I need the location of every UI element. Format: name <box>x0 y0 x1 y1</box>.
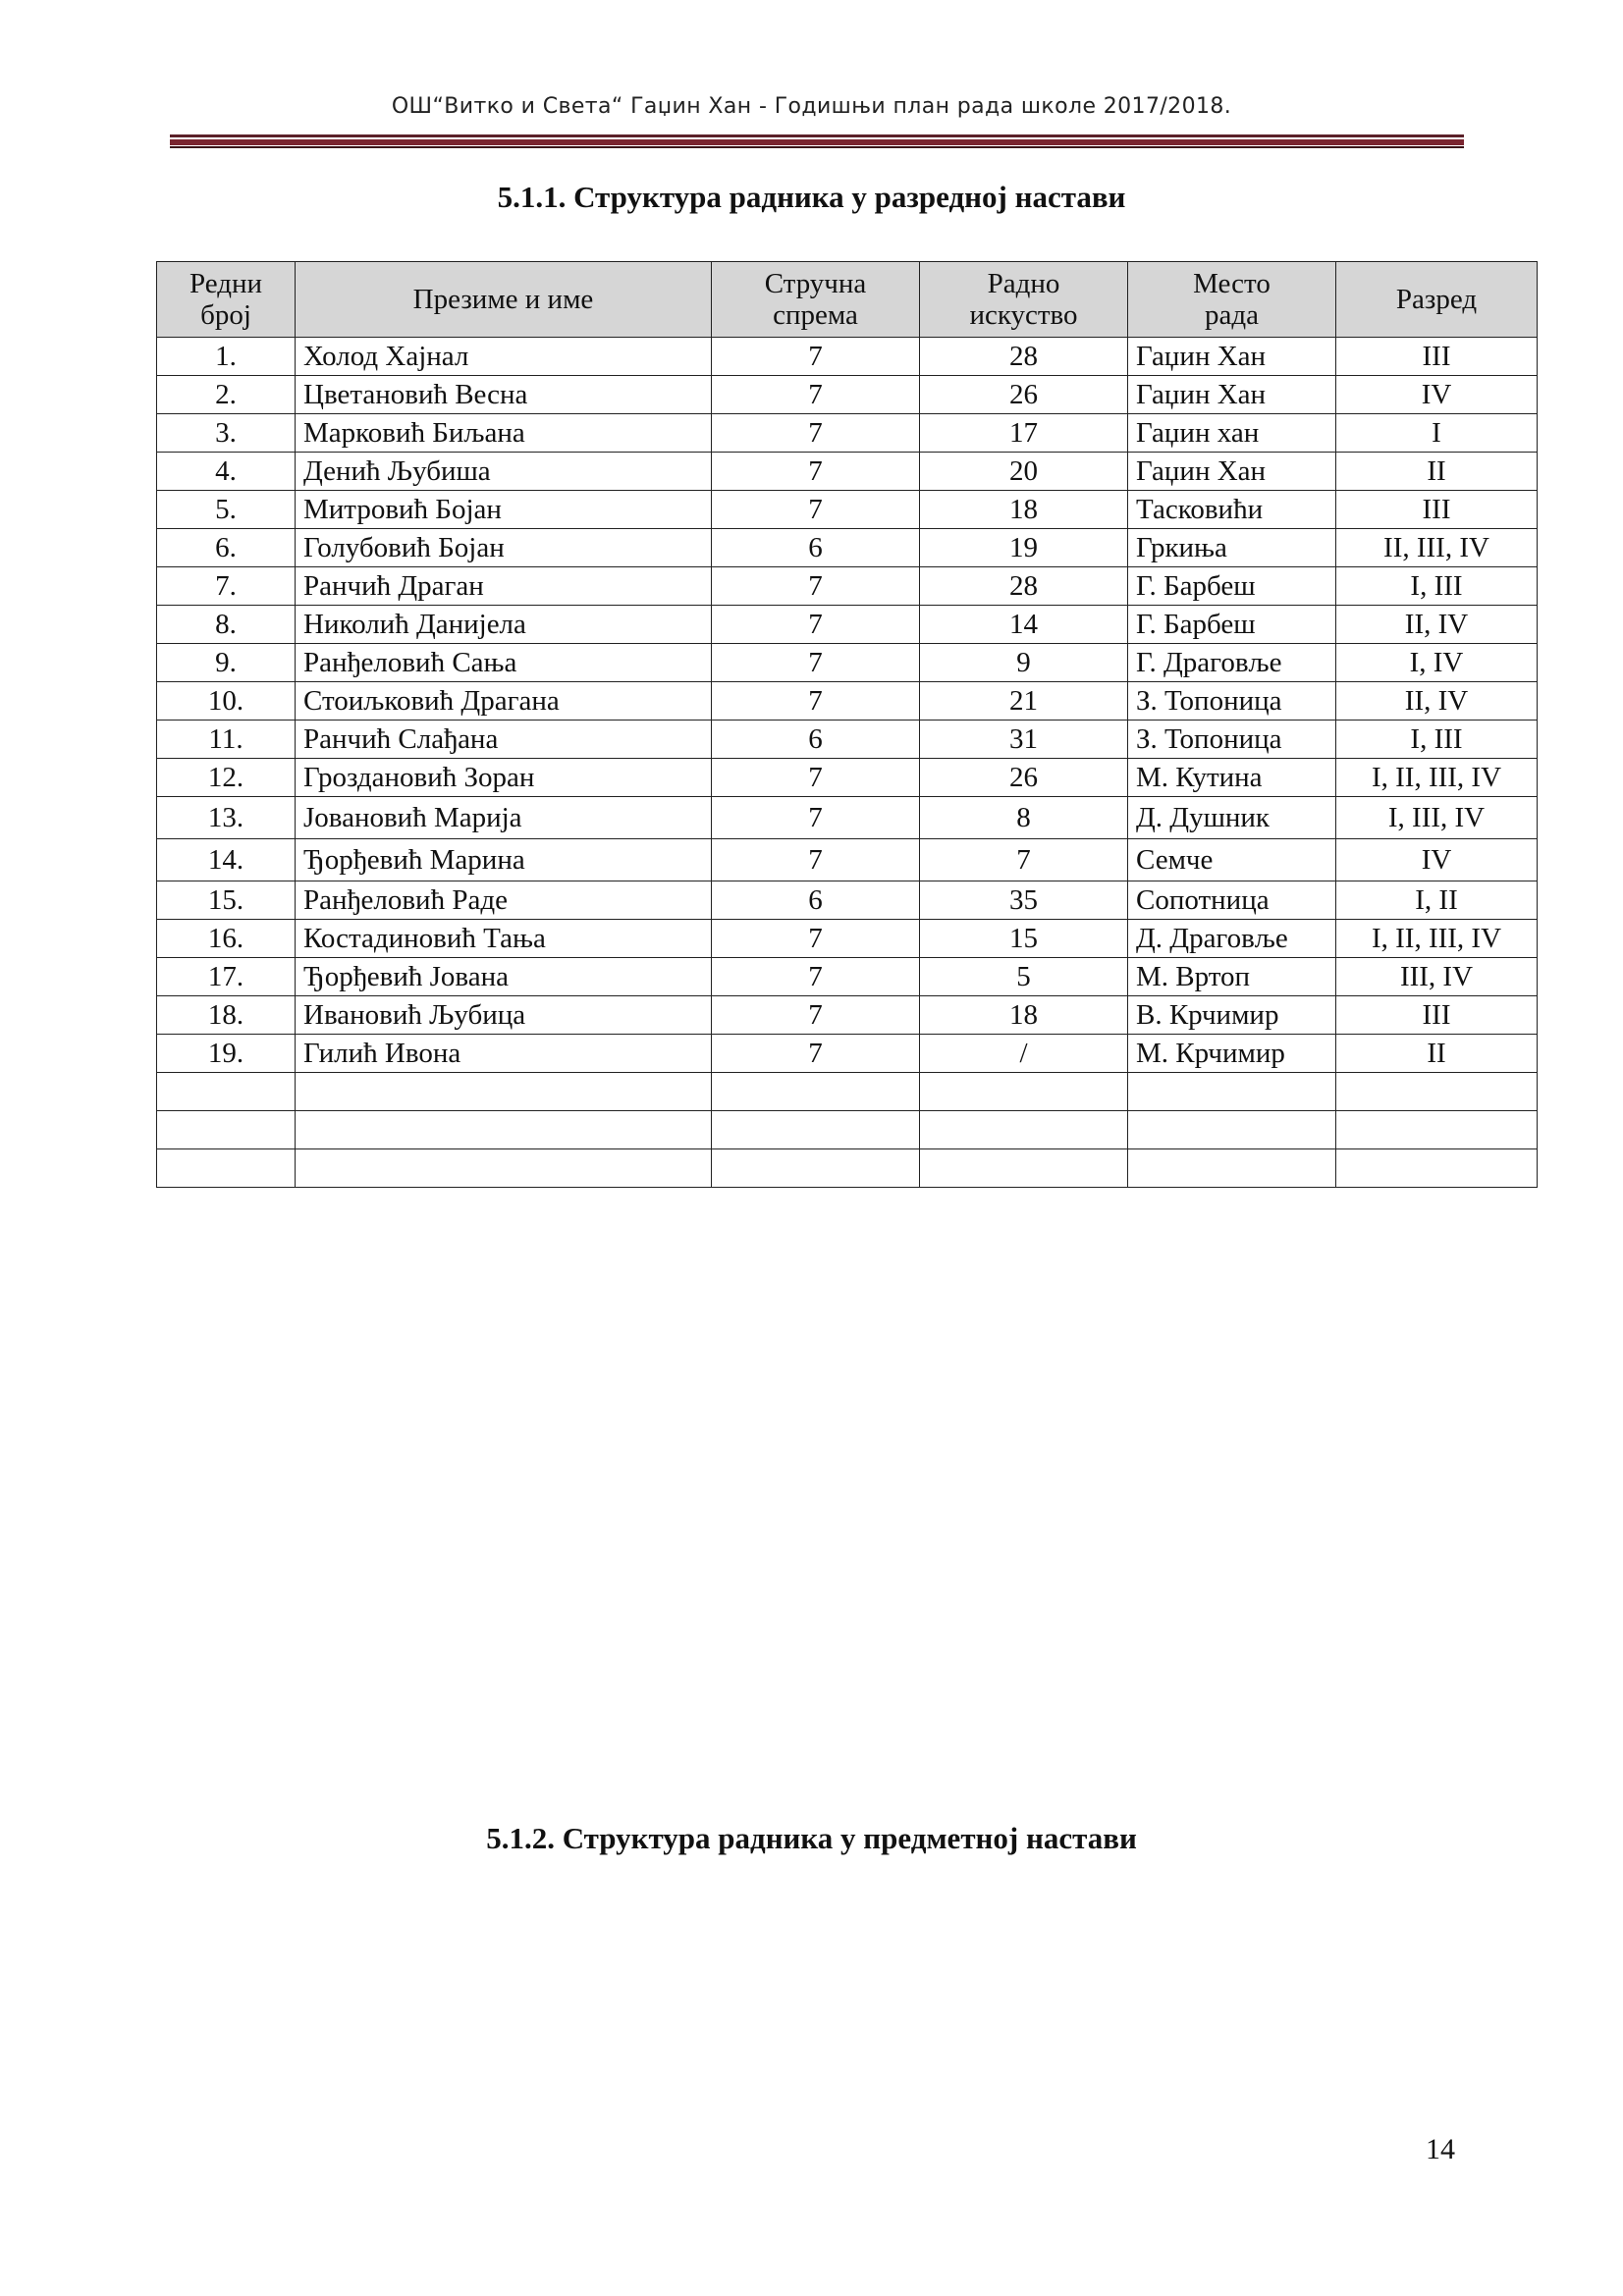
table-row <box>157 1073 1538 1111</box>
cell-qualification <box>712 1149 920 1188</box>
cell-number: 3. <box>157 414 296 453</box>
table-row <box>157 721 1538 759</box>
cell-experience: 26 <box>920 376 1128 414</box>
cell-number <box>157 1111 296 1149</box>
cell-number: 9. <box>157 644 296 682</box>
cell-grade: I <box>1336 414 1538 453</box>
cell-name: Ђорђевић Марина <box>296 839 712 881</box>
cell-experience: 5 <box>920 958 1128 996</box>
cell-qualification: 7 <box>712 797 920 839</box>
cell-number: 4. <box>157 453 296 491</box>
cell-number: 14. <box>157 839 296 881</box>
cell-number: 16. <box>157 920 296 958</box>
cell-experience: 21 <box>920 682 1128 721</box>
cell-qualification: 7 <box>712 759 920 797</box>
cell-experience <box>920 1149 1128 1188</box>
header-rule <box>170 134 1464 148</box>
table-row <box>157 996 1538 1035</box>
cell-experience: 17 <box>920 414 1128 453</box>
cell-experience <box>920 1073 1128 1111</box>
table-row <box>157 338 1538 376</box>
cell-name: Костадиновић Тања <box>296 920 712 958</box>
cell-workplace: М. Вртоп <box>1128 958 1336 996</box>
table-row <box>157 1111 1538 1149</box>
cell-experience: 15 <box>920 920 1128 958</box>
cell-name: Ранчић Драган <box>296 567 712 606</box>
cell-workplace <box>1128 1149 1336 1188</box>
cell-name: Ивановић Љубица <box>296 996 712 1035</box>
cell-grade: I, IV <box>1336 644 1538 682</box>
section-title: 5.1.2. Структура радника у предметној настави <box>486 1821 1137 1855</box>
column-header-grade <box>1336 262 1538 338</box>
cell-experience: 31 <box>920 721 1128 759</box>
cell-name: Стоиљковић Драгана <box>296 682 712 721</box>
cell-qualification: 7 <box>712 491 920 529</box>
cell-workplace: М. Крчимир <box>1128 1035 1336 1073</box>
cell-workplace: Д. Драговље <box>1128 920 1336 958</box>
cell-grade <box>1336 1149 1538 1188</box>
cell-number: 13. <box>157 797 296 839</box>
cell-number: 18. <box>157 996 296 1035</box>
cell-number: 12. <box>157 759 296 797</box>
cell-qualification: 7 <box>712 453 920 491</box>
cell-experience: 18 <box>920 491 1128 529</box>
column-header-line: спрема <box>773 299 858 331</box>
table-row <box>157 759 1538 797</box>
cell-experience: 20 <box>920 453 1128 491</box>
cell-grade <box>1336 1073 1538 1111</box>
cell-name: Голубовић Бојан <box>296 529 712 567</box>
column-header-number <box>157 262 296 338</box>
cell-grade: I, II, III, IV <box>1336 759 1538 797</box>
cell-workplace: М. Кутина <box>1128 759 1336 797</box>
cell-number: 1. <box>157 338 296 376</box>
cell-qualification: 7 <box>712 839 920 881</box>
cell-qualification <box>712 1073 920 1111</box>
cell-name: Николић Данијела <box>296 606 712 644</box>
cell-qualification: 6 <box>712 529 920 567</box>
column-header-line: Редни <box>189 267 263 299</box>
cell-qualification: 7 <box>712 958 920 996</box>
cell-name: Митровић Бојан <box>296 491 712 529</box>
cell-workplace: З. Топоница <box>1128 682 1336 721</box>
cell-qualification: 7 <box>712 338 920 376</box>
cell-name <box>296 1149 712 1188</box>
cell-name: Ранчић Слађана <box>296 721 712 759</box>
workers-table <box>156 261 1538 1188</box>
cell-number: 17. <box>157 958 296 996</box>
page-number: 14 <box>1426 2133 1455 2165</box>
column-header-line: рада <box>1205 299 1259 331</box>
cell-grade: III <box>1336 491 1538 529</box>
cell-number: 7. <box>157 567 296 606</box>
cell-qualification: 7 <box>712 376 920 414</box>
cell-grade: III <box>1336 996 1538 1035</box>
cell-grade: I, III, IV <box>1336 797 1538 839</box>
cell-name: Марковић Биљана <box>296 414 712 453</box>
header-rule-line <box>170 134 1464 137</box>
cell-name: Ранђеловић Сања <box>296 644 712 682</box>
cell-number: 2. <box>157 376 296 414</box>
cell-experience: 14 <box>920 606 1128 644</box>
table-row <box>157 644 1538 682</box>
cell-name: Холод Хајнал <box>296 338 712 376</box>
cell-grade: II, IV <box>1336 606 1538 644</box>
cell-name: Гилић Ивона <box>296 1035 712 1073</box>
cell-workplace: Г. Барбеш <box>1128 606 1336 644</box>
cell-number <box>157 1149 296 1188</box>
cell-name: Цветановић Весна <box>296 376 712 414</box>
cell-experience: 9 <box>920 644 1128 682</box>
table-row <box>157 1149 1538 1188</box>
column-header-line: Радно <box>987 267 1060 299</box>
cell-qualification: 6 <box>712 881 920 920</box>
table-row <box>157 606 1538 644</box>
cell-workplace: Сопотница <box>1128 881 1336 920</box>
cell-qualification: 7 <box>712 1035 920 1073</box>
cell-name: Ђорђевић Јована <box>296 958 712 996</box>
cell-qualification: 7 <box>712 567 920 606</box>
cell-experience <box>920 1111 1128 1149</box>
cell-name: Денић Љубиша <box>296 453 712 491</box>
column-header-name <box>296 262 712 338</box>
cell-name: Ранђеловић Раде <box>296 881 712 920</box>
cell-number: 6. <box>157 529 296 567</box>
cell-grade: II, IV <box>1336 682 1538 721</box>
cell-workplace: Семче <box>1128 839 1336 881</box>
cell-grade: III <box>1336 338 1538 376</box>
cell-grade: IV <box>1336 376 1538 414</box>
column-header-line: број <box>200 299 251 331</box>
cell-experience: 28 <box>920 338 1128 376</box>
cell-grade <box>1336 1111 1538 1149</box>
page-header: ОШ“Витко и Света“ Гаџин Хан - Годишњи план рада школе 2017/2018. <box>391 94 1232 119</box>
column-header-experience <box>920 262 1128 338</box>
cell-workplace: Д. Душник <box>1128 797 1336 839</box>
cell-number: 15. <box>157 881 296 920</box>
cell-qualification: 7 <box>712 996 920 1035</box>
table-row <box>157 491 1538 529</box>
cell-number: 5. <box>157 491 296 529</box>
cell-qualification: 7 <box>712 682 920 721</box>
cell-workplace <box>1128 1073 1336 1111</box>
table-row <box>157 920 1538 958</box>
cell-number: 11. <box>157 721 296 759</box>
cell-name <box>296 1111 712 1149</box>
cell-qualification: 7 <box>712 606 920 644</box>
table-row <box>157 958 1538 996</box>
table-body <box>157 338 1538 1188</box>
table-row <box>157 453 1538 491</box>
cell-qualification <box>712 1111 920 1149</box>
cell-workplace: Гаџин Хан <box>1128 376 1336 414</box>
cell-experience: 26 <box>920 759 1128 797</box>
cell-grade: I, III <box>1336 567 1538 606</box>
cell-workplace: Тасковићи <box>1128 491 1336 529</box>
cell-experience: 35 <box>920 881 1128 920</box>
column-header-workplace <box>1128 262 1336 338</box>
cell-experience: 28 <box>920 567 1128 606</box>
table-row <box>157 797 1538 839</box>
column-header-line: Презиме и име <box>412 283 594 315</box>
table-row <box>157 567 1538 606</box>
cell-workplace: З. Топоница <box>1128 721 1336 759</box>
cell-qualification: 6 <box>712 721 920 759</box>
column-header-qualification <box>712 262 920 338</box>
cell-grade: III, IV <box>1336 958 1538 996</box>
cell-workplace: Г. Драговље <box>1128 644 1336 682</box>
table-row <box>157 682 1538 721</box>
column-header-line: Разред <box>1395 283 1478 315</box>
cell-workplace: Гркиња <box>1128 529 1336 567</box>
table-row <box>157 839 1538 881</box>
section-title: 5.1.1. Структура радника у разредној настави <box>497 180 1126 214</box>
cell-experience: / <box>920 1035 1128 1073</box>
cell-grade: II <box>1336 1035 1538 1073</box>
header-rule-line <box>170 139 1464 145</box>
cell-workplace: В. Крчимир <box>1128 996 1336 1035</box>
cell-grade: II, III, IV <box>1336 529 1538 567</box>
cell-experience: 19 <box>920 529 1128 567</box>
table-row <box>157 881 1538 920</box>
cell-number <box>157 1073 296 1111</box>
column-header-line: Место <box>1193 267 1271 299</box>
cell-workplace <box>1128 1111 1336 1149</box>
cell-number: 10. <box>157 682 296 721</box>
cell-name: Јовановић Марија <box>296 797 712 839</box>
table-row <box>157 376 1538 414</box>
cell-experience: 8 <box>920 797 1128 839</box>
column-header-line: Стручна <box>764 267 867 299</box>
cell-name: Гроздановић Зоран <box>296 759 712 797</box>
cell-workplace: Гаџин Хан <box>1128 338 1336 376</box>
table-header-row <box>157 262 1538 338</box>
cell-number: 8. <box>157 606 296 644</box>
cell-grade: I, III <box>1336 721 1538 759</box>
cell-grade: IV <box>1336 839 1538 881</box>
cell-name <box>296 1073 712 1111</box>
cell-workplace: Гаџин Хан <box>1128 453 1336 491</box>
table-row <box>157 414 1538 453</box>
table-row <box>157 529 1538 567</box>
cell-grade: II <box>1336 453 1538 491</box>
cell-number: 19. <box>157 1035 296 1073</box>
cell-workplace: Гаџин хан <box>1128 414 1336 453</box>
table-row <box>157 1035 1538 1073</box>
cell-qualification: 7 <box>712 920 920 958</box>
cell-experience: 18 <box>920 996 1128 1035</box>
header-rule-line <box>170 146 1464 148</box>
column-header-line: искуство <box>969 299 1078 331</box>
cell-grade: I, II <box>1336 881 1538 920</box>
cell-qualification: 7 <box>712 414 920 453</box>
cell-qualification: 7 <box>712 644 920 682</box>
cell-workplace: Г. Барбеш <box>1128 567 1336 606</box>
cell-grade: I, II, III, IV <box>1336 920 1538 958</box>
cell-experience: 7 <box>920 839 1128 881</box>
